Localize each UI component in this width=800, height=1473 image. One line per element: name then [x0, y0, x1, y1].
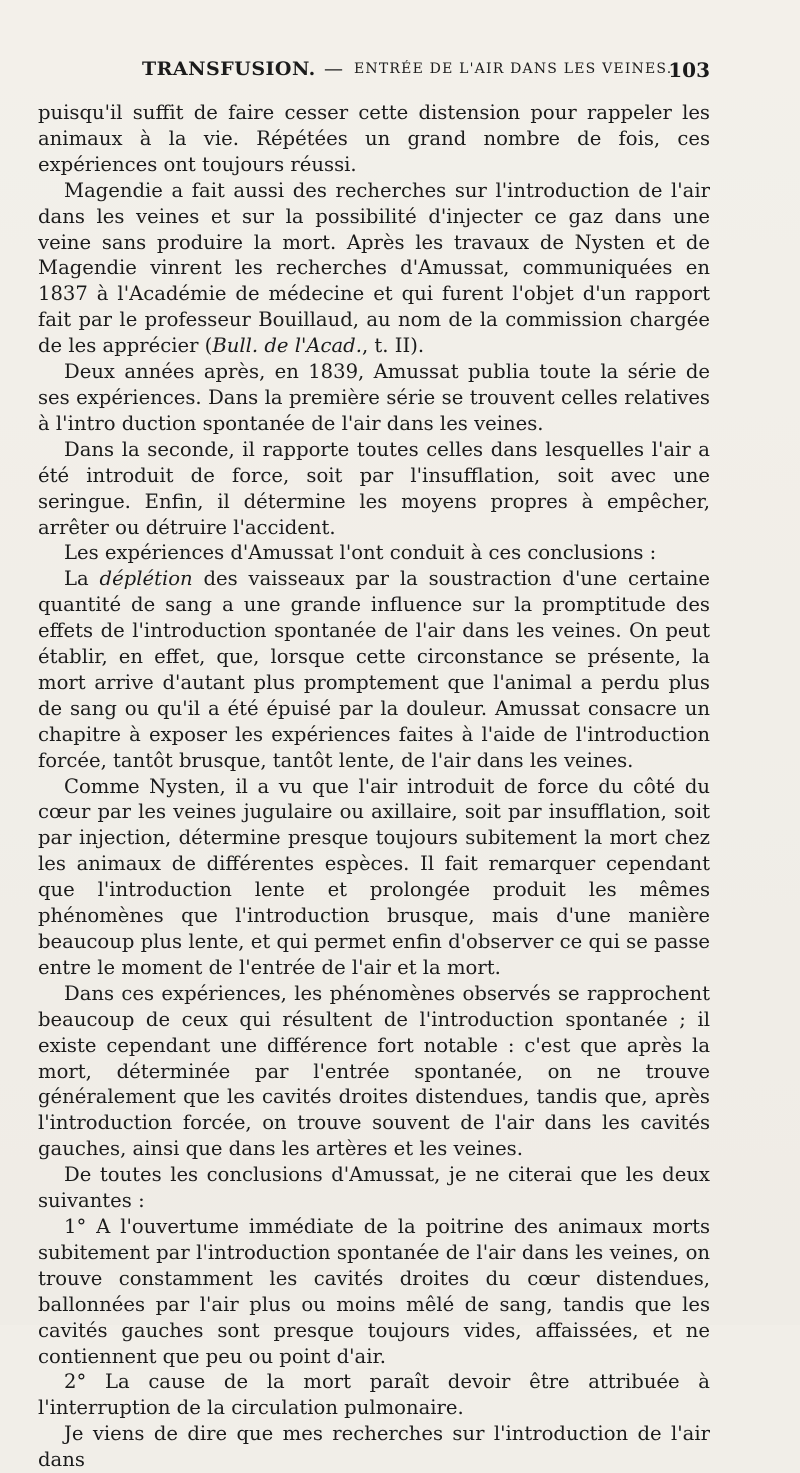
- paragraph-5: Les expériences d'Amussat l'ont conduit à ces conclusions :: [64, 541, 657, 565]
- emphasis-depletion: déplétion: [99, 567, 193, 591]
- paragraph-1: puisqu'il suffit de faire cesser cette distension pour rappeler les animaux à la vie. Répétées un grand nombre de fois, ces expériences ont toujours réussi.: [38, 101, 710, 176]
- paragraph-11: 2° La cause de la mort paraît devoir être attribuée à l'interruption de la circulation pulmonaire.: [38, 1370, 710, 1420]
- paragraph-12: Je viens de dire que mes recherches sur l'introduction de l'air dans: [38, 1422, 710, 1472]
- paragraph-7: Comme Nysten, il a vu que l'air introduit de force du côté du cœur par les veines jugulaire ou axillaire, soit par insufflation, soit par injection, détermine presque toujours subitement la mort chez les animaux de différentes espèces. Il fait remarquer cependant que l'introduction lente et prolongée produit les mêmes phénomènes que l'introduction brusque, mais d'une manière beaucoup plus lente, et qui permet enfin d'observer ce qui se passe entre le moment de l'entrée de l'air et la mort.: [38, 774, 710, 979]
- paragraph-9: De toutes les conclusions d'Amussat, je ne citerai que les deux suivantes :: [38, 1163, 710, 1213]
- paragraph-4: Dans la seconde, il rapporte toutes celles dans lesquelles l'air a été introduit de force, soit par l'insufflation, soit avec une seringue. Enfin, il détermine les moyens propres à empêcher, arrêter ou détruire l'accident.: [38, 437, 710, 539]
- running-subtitle: ENTRÉE DE L'AIR DANS LES VEINES.: [354, 61, 673, 77]
- paragraph-8: Dans ces expériences, les phénomènes observés se rapprochent beaucoup de ceux qui résultent de l'introduction spontanée ; il existe cependant une différence fort notable : c'est que après la mort, déterminée par l'entrée spontanée, on ne trouve généralement que les cavités droites distendues, tandis que, après l'introduction forcée, on trouve souvent de l'air dans les cavités gauches, ainsi que dans les artères et les veines.: [38, 981, 710, 1161]
- running-header: [38, 58, 710, 92]
- body-text: [38, 100, 710, 1473]
- paragraph-10: 1° A l'ouvertume immédiate de la poitrine des animaux morts subitement par l'introduction spontanée de l'air dans les veines, on trouve constamment les cavités droites du cœur distendues, ballonnées par l'air plus ou moins mêlé de sang, tandis que les cavités gauches sont presque toujours vides, affaissées, et ne contiennent que peu ou point d'air.: [38, 1214, 710, 1368]
- page-number: 103: [668, 58, 710, 82]
- paragraph-6: La déplétion des vaisseaux par la soustraction d'une certaine quantité de sang a une grande influence sur la promptitude des effets de l'introduction spontanée de l'air dans les veines. On peut établir, en effet, que, lorsque cette circonstance se présente, la mort arrive d'autant plus promptement que l'animal a perdu plus de sang ou qu'il a été épuisé par la douleur. Amussat consacre un chapitre à exposer les expériences faites à l'aide de l'introduction forcée, tantôt brusque, tantôt lente, de l'air dans les veines.: [38, 567, 710, 772]
- paragraph-2: Magendie a fait aussi des recherches sur l'introduction de l'air dans les veines et sur la possibilité d'injecter ce gaz dans une veine sans produire la mort. Après les travaux de Nysten et de Magendie vinrent les recherches d'Amussat, communiquées en 1837 à l'Académie de médecine et qui furent l'objet d'un rapport fait par le professeur Bouillaud, au nom de la commission chargée de les apprécier (Bull. de l'Acad., t. II).: [38, 178, 710, 358]
- running-title: TRANSFUSION.: [142, 58, 316, 80]
- paragraph-3: Deux années après, en 1839, Amussat publia toute la série de ses expériences. Dans la première série se trouvent celles relatives à l'intro duction spontanée de l'air dans les veines.: [38, 360, 710, 435]
- header-dash: —: [324, 58, 343, 80]
- citation: Bull. de l'Acad.: [212, 334, 362, 358]
